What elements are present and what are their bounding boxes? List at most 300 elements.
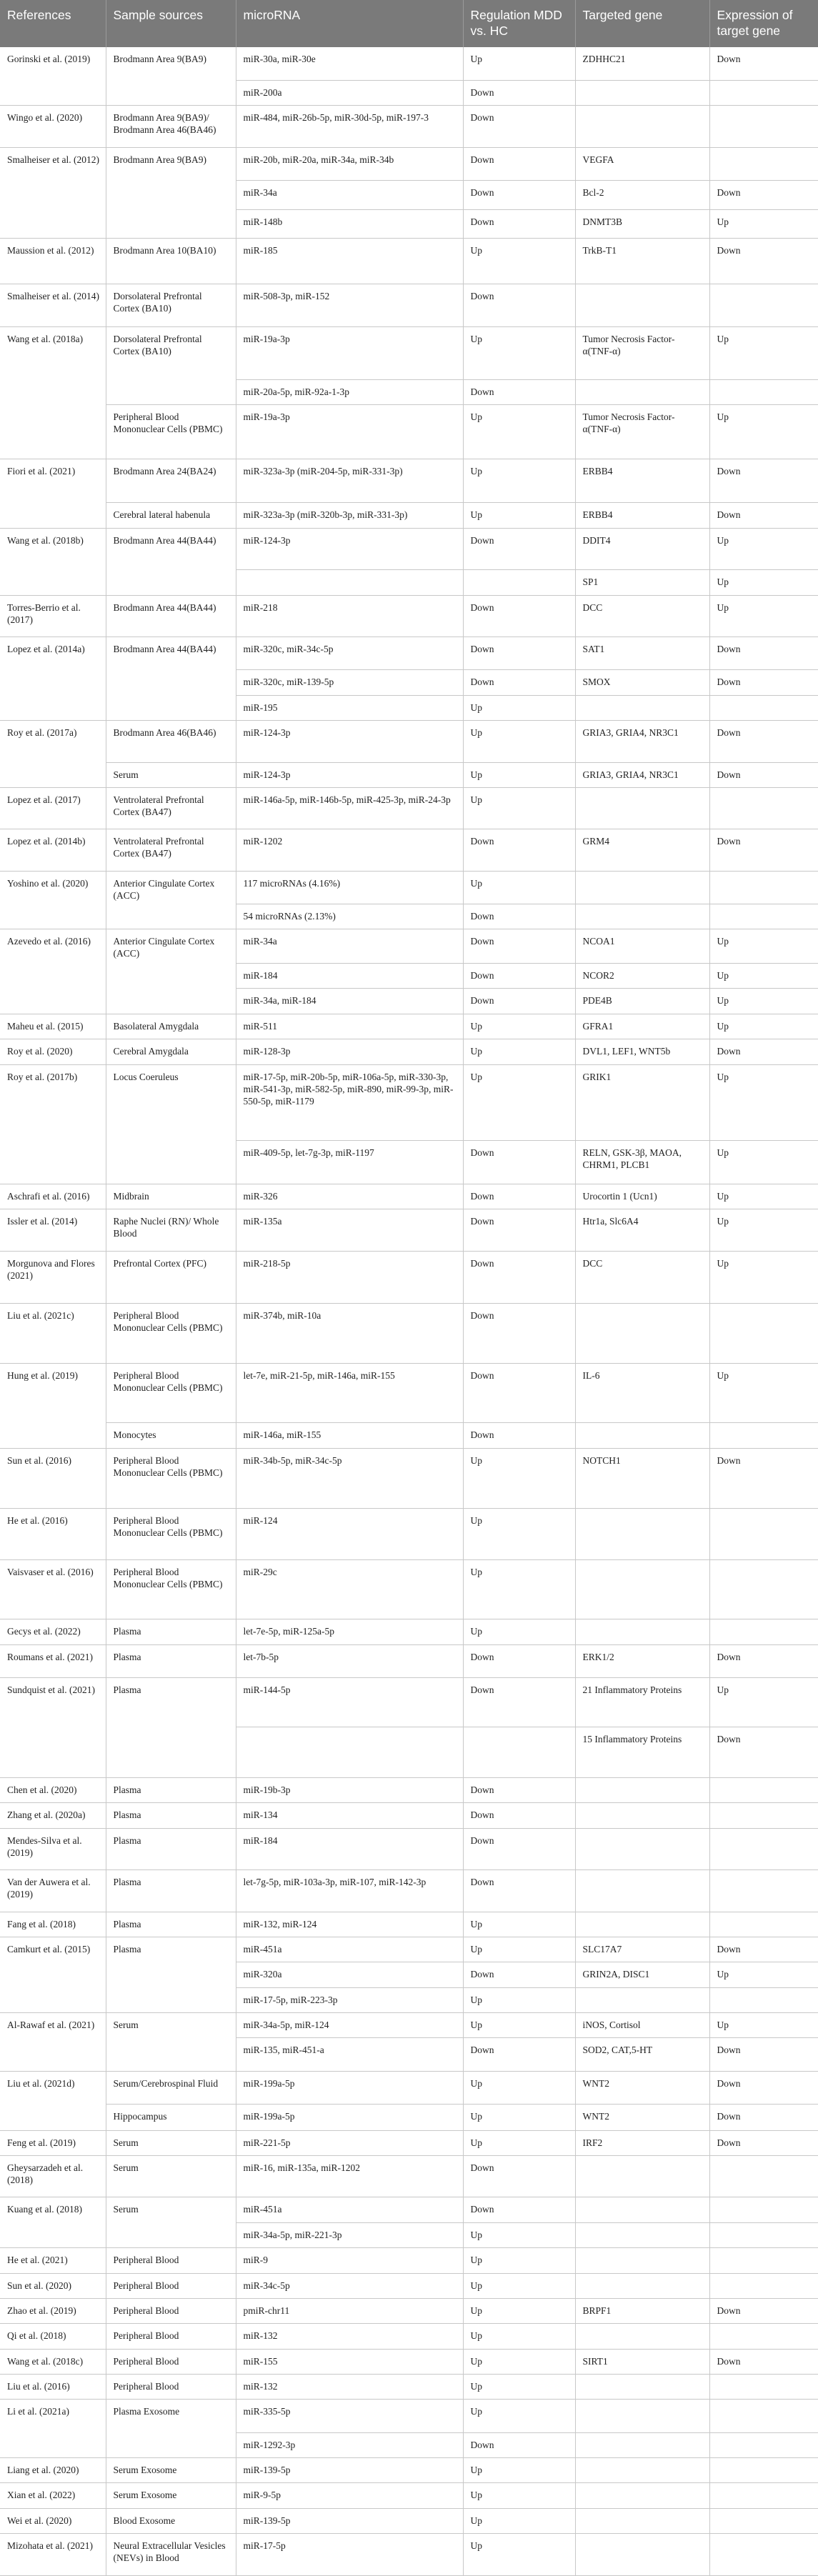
reference-cell: Lopez et al. (2014a) [0, 637, 106, 721]
targeted-gene-cell: BRPF1 [575, 2298, 709, 2323]
regulation-cell: Down [463, 1677, 575, 1727]
targeted-gene-cell: Urocortin 1 (Ucn1) [575, 1184, 709, 1209]
regulation-cell: Down [463, 1644, 575, 1677]
expression-cell: Down [709, 459, 818, 503]
reference-cell: Smalheiser et al. (2012) [0, 147, 106, 239]
microrna-cell: miR-146a, miR-155 [236, 1423, 463, 1448]
regulation-cell: Down [463, 2197, 575, 2222]
microrna-cell: miR-320a [236, 1962, 463, 1987]
table-row [0, 2483, 818, 2508]
targeted-gene-cell: WNT2 [575, 2071, 709, 2104]
reference-cell: Roy et al. (2017b) [0, 1064, 106, 1184]
sample-source-cell: Peripheral Blood Mononuclear Cells (PBMC) [106, 1364, 236, 1423]
sample-source-cell: Brodmann Area 24(BA24) [106, 459, 236, 503]
regulation-cell: Up [463, 2508, 575, 2533]
reference-cell: Feng et al. (2019) [0, 2130, 106, 2155]
sample-source-cell: Plasma [106, 1803, 236, 1828]
expression-cell: Up [709, 1251, 818, 1303]
expression-cell: Down [709, 2130, 818, 2155]
expression-cell [709, 1619, 818, 1644]
table-row [0, 595, 818, 636]
table-row [0, 1423, 818, 1448]
regulation-cell: Down [463, 637, 575, 670]
regulation-cell: Up [463, 503, 575, 528]
expression-cell [709, 1870, 818, 1912]
microrna-cell: miR-148b [236, 209, 463, 239]
microrna-cell: miR-20a-5p, miR-92a-1-3p [236, 379, 463, 404]
microrna-cell: miR-9-5p [236, 2483, 463, 2508]
expression-cell [709, 2508, 818, 2533]
expression-cell: Up [709, 929, 818, 964]
targeted-gene-cell [575, 106, 709, 147]
targeted-gene-cell [575, 1423, 709, 1448]
targeted-gene-cell: VEGFA [575, 147, 709, 180]
targeted-gene-cell [575, 695, 709, 720]
expression-cell: Up [709, 989, 818, 1014]
regulation-cell: Down [463, 929, 575, 964]
sample-source-cell: Peripheral Blood [106, 2324, 236, 2349]
microrna-cell: miR-20b, miR-20a, miR-34a, miR-34b [236, 147, 463, 180]
reference-cell: Roy et al. (2017a) [0, 721, 106, 788]
table-row [0, 1209, 818, 1251]
expression-cell [709, 379, 818, 404]
reference-cell: Li et al. (2021a) [0, 2400, 106, 2458]
expression-cell: Up [709, 405, 818, 459]
table-row [0, 327, 818, 379]
expression-cell: Up [709, 1962, 818, 1987]
microrna-cell: miR-9 [236, 2248, 463, 2273]
targeted-gene-cell [575, 1828, 709, 1869]
regulation-cell: Down [463, 1304, 575, 1364]
regulation-cell: Up [463, 721, 575, 762]
expression-cell: Down [709, 762, 818, 787]
microrna-cell: miR-320c, miR-34c-5p [236, 637, 463, 670]
expression-cell: Down [709, 2038, 818, 2071]
microrna-cell: miR-34a, miR-184 [236, 989, 463, 1014]
microrna-cell: miR-124-3p [236, 528, 463, 569]
regulation-cell: Up [463, 1619, 575, 1644]
targeted-gene-cell [575, 1803, 709, 1828]
microrna-cell: miR-323a-3p (miR-204-5p, miR-331-3p) [236, 459, 463, 503]
expression-cell [709, 2155, 818, 2197]
sample-source-cell: Peripheral Blood Mononuclear Cells (PBMC) [106, 405, 236, 459]
targeted-gene-cell: DNMT3B [575, 209, 709, 239]
targeted-gene-cell: Tumor Necrosis Factor-α(TNF-α) [575, 405, 709, 459]
microrna-cell: miR-221-5p [236, 2130, 463, 2155]
table-body [0, 47, 818, 2576]
regulation-cell: Up [463, 2248, 575, 2273]
sample-source-cell: Ventrolateral Prefrontal Cortex (BA47) [106, 829, 236, 871]
targeted-gene-cell [575, 1619, 709, 1644]
table-row [0, 2374, 818, 2399]
targeted-gene-cell [575, 2508, 709, 2533]
regulation-cell: Down [463, 528, 575, 569]
microrna-cell: miR-184 [236, 1828, 463, 1869]
sample-source-cell: Serum/Cerebrospinal Fluid [106, 2071, 236, 2104]
microrna-cell: miR-17-5p [236, 2533, 463, 2575]
microrna-cell: miR-508-3p, miR-152 [236, 284, 463, 327]
reference-cell: Van der Auwera et al. (2019) [0, 1870, 106, 1912]
expression-cell [709, 1803, 818, 1828]
targeted-gene-cell [575, 1509, 709, 1560]
sample-source-cell: Brodmann Area 9(BA9) [106, 147, 236, 239]
microrna-cell: miR-185 [236, 239, 463, 284]
sample-source-cell: Peripheral Blood Mononuclear Cells (PBMC) [106, 1304, 236, 1364]
sample-source-cell: Serum Exosome [106, 2483, 236, 2508]
regulation-cell: Down [463, 1828, 575, 1869]
regulation-cell: Up [463, 1509, 575, 1560]
targeted-gene-cell: GFRA1 [575, 1014, 709, 1039]
expression-cell: Up [709, 1014, 818, 1039]
targeted-gene-cell: TrkB-T1 [575, 239, 709, 284]
targeted-gene-cell [575, 2197, 709, 2222]
microrna-cell: miR-135a [236, 1209, 463, 1251]
expression-cell [709, 695, 818, 720]
regulation-cell: Up [463, 2324, 575, 2349]
sample-source-cell: Blood Exosome [106, 2508, 236, 2533]
reference-cell: Liu et al. (2021c) [0, 1304, 106, 1364]
table-row [0, 1777, 818, 1802]
sample-source-cell: Cerebral Amygdala [106, 1039, 236, 1064]
regulation-cell: Down [463, 2155, 575, 2197]
table-row [0, 1870, 818, 1912]
expression-cell: Up [709, 1064, 818, 1140]
reference-cell: Lopez et al. (2017) [0, 787, 106, 829]
microrna-cell: let-7g-5p, miR-103a-3p, miR-107, miR-142-3p [236, 1870, 463, 1912]
targeted-gene-cell [575, 1304, 709, 1364]
sample-source-cell: Plasma Exosome [106, 2400, 236, 2458]
expression-cell: Down [709, 2349, 818, 2374]
table-row [0, 1184, 818, 1209]
table-row [0, 1304, 818, 1364]
targeted-gene-cell [575, 871, 709, 904]
table-row [0, 459, 818, 503]
expression-cell [709, 1777, 818, 1802]
table-row [0, 284, 818, 327]
targeted-gene-cell [575, 2324, 709, 2349]
targeted-gene-cell [575, 379, 709, 404]
table-row [0, 405, 818, 459]
regulation-cell: Up [463, 1064, 575, 1140]
microrna-cell: miR-139-5p [236, 2457, 463, 2482]
expression-cell [709, 2400, 818, 2432]
regulation-cell [463, 1727, 575, 1778]
microrna-cell: miR-184 [236, 964, 463, 989]
regulation-cell: Up [463, 2071, 575, 2104]
microrna-cell: miR-146a-5p, miR-146b-5p, miR-425-3p, miR-24-3p [236, 787, 463, 829]
sample-source-cell: Peripheral Blood [106, 2298, 236, 2323]
sample-source-cell: Neural Extracellular Vesicles (NEVs) in Blood [106, 2533, 236, 2575]
microrna-cell: miR-218-5p [236, 1251, 463, 1303]
microrna-cell: miR-34a-5p, miR-124 [236, 2013, 463, 2038]
targeted-gene-cell [575, 2248, 709, 2273]
regulation-cell: Down [463, 379, 575, 404]
targeted-gene-cell: Tumor Necrosis Factor-α(TNF-α) [575, 327, 709, 379]
targeted-gene-cell: IL-6 [575, 1364, 709, 1423]
microrna-cell: miR-323a-3p (miR-320b-3p, miR-331-3p) [236, 503, 463, 528]
reference-cell: Mendes-Silva et al. (2019) [0, 1828, 106, 1869]
regulation-cell: Down [463, 1777, 575, 1802]
reference-cell: Liu et al. (2016) [0, 2374, 106, 2399]
sample-source-cell: Plasma [106, 1912, 236, 1937]
microrna-cell: miR-1202 [236, 829, 463, 871]
table-row [0, 2013, 818, 2038]
regulation-cell: Up [463, 2374, 575, 2399]
microrna-cell [236, 1727, 463, 1778]
table-row [0, 637, 818, 670]
expression-cell: Up [709, 1209, 818, 1251]
targeted-gene-cell: GRIA3, GRIA4, NR3C1 [575, 721, 709, 762]
table-row [0, 1509, 818, 1560]
sample-source-cell: Ventrolateral Prefrontal Cortex (BA47) [106, 787, 236, 829]
sample-source-cell: Cerebral lateral habenula [106, 503, 236, 528]
regulation-cell: Down [463, 829, 575, 871]
reference-cell: Issler et al. (2014) [0, 1209, 106, 1251]
targeted-gene-cell: WNT2 [575, 2104, 709, 2130]
expression-cell: Down [709, 1039, 818, 1064]
regulation-cell: Down [463, 106, 575, 147]
reference-cell: Mizohata et al. (2021) [0, 2533, 106, 2575]
regulation-cell: Up [463, 459, 575, 503]
regulation-cell: Down [463, 964, 575, 989]
regulation-cell: Down [463, 1423, 575, 1448]
sample-source-cell: Peripheral Blood [106, 2248, 236, 2273]
sample-source-cell: Hippocampus [106, 2104, 236, 2130]
sample-source-cell: Dorsolateral Prefrontal Cortex (BA10) [106, 327, 236, 405]
table-row [0, 1364, 818, 1423]
targeted-gene-cell: iNOS, Cortisol [575, 2013, 709, 2038]
regulation-cell: Down [463, 670, 575, 695]
microrna-cell: 54 microRNAs (2.13%) [236, 904, 463, 929]
microrna-cell: pmiR-chr11 [236, 2298, 463, 2323]
reference-cell: He et al. (2021) [0, 2248, 106, 2273]
table-row [0, 1677, 818, 1727]
regulation-cell: Up [463, 871, 575, 904]
microrna-cell: miR-30a, miR-30e [236, 47, 463, 80]
microrna-cell: miR-335-5p [236, 2400, 463, 2432]
regulation-cell: Down [463, 147, 575, 180]
targeted-gene-cell: Bcl-2 [575, 180, 709, 209]
expression-cell: Down [709, 47, 818, 80]
table-row [0, 147, 818, 180]
expression-cell: Down [709, 503, 818, 528]
expression-cell [709, 904, 818, 929]
microrna-cell: let-7b-5p [236, 1644, 463, 1677]
table-row [0, 2273, 818, 2298]
targeted-gene-cell: RELN, GSK-3β, MAOA, CHRM1, PLCB1 [575, 1140, 709, 1184]
regulation-cell: Up [463, 2483, 575, 2508]
sample-source-cell: Raphe Nuclei (RN)/ Whole Blood [106, 1209, 236, 1251]
microrna-cell: let-7e, miR-21-5p, miR-146a, miR-155 [236, 1364, 463, 1423]
microrna-cell: miR-19b-3p [236, 1777, 463, 1802]
expression-cell: Down [709, 1937, 818, 1962]
regulation-cell: Down [463, 80, 575, 105]
regulation-cell: Up [463, 1448, 575, 1508]
sample-source-cell: Serum Exosome [106, 2457, 236, 2482]
expression-cell [709, 1987, 818, 2012]
targeted-gene-cell [575, 2400, 709, 2432]
microrna-cell: miR-17-5p, miR-223-3p [236, 1987, 463, 2012]
expression-cell [709, 1423, 818, 1448]
microrna-cell: 117 microRNAs (4.16%) [236, 871, 463, 904]
table-row [0, 239, 818, 284]
targeted-gene-cell: GRIK1 [575, 1064, 709, 1140]
targeted-gene-cell [575, 80, 709, 105]
regulation-cell: Up [463, 695, 575, 720]
expression-cell: Down [709, 1644, 818, 1677]
regulation-cell: Down [463, 1184, 575, 1209]
microrna-cell: miR-124-3p [236, 721, 463, 762]
targeted-gene-cell: 21 Inflammatory Proteins [575, 1677, 709, 1727]
regulation-cell: Up [463, 2298, 575, 2323]
table-row [0, 1448, 818, 1508]
table-row [0, 1619, 818, 1644]
reference-cell: Wang et al. (2018b) [0, 528, 106, 595]
expression-cell [709, 284, 818, 327]
regulation-cell: Up [463, 2533, 575, 2575]
regulation-cell: Down [463, 989, 575, 1014]
reference-cell: Roumans et al. (2021) [0, 1644, 106, 1677]
expression-cell [709, 147, 818, 180]
regulation-cell: Up [463, 1014, 575, 1039]
expression-cell [709, 1304, 818, 1364]
table-row [0, 929, 818, 964]
targeted-gene-cell [575, 2457, 709, 2482]
microrna-cell: miR-17-5p, miR-20b-5p, miR-106a-5p, miR-330-3p, miR-541-3p, miR-582-5p, miR-890, miR-99-3p, miR-550-5p, miR-1179 [236, 1064, 463, 1140]
expression-cell: Up [709, 2013, 818, 2038]
expression-cell [709, 2432, 818, 2457]
expression-cell [709, 871, 818, 904]
targeted-gene-cell: GRIA3, GRIA4, NR3C1 [575, 762, 709, 787]
microrna-cell: miR-195 [236, 695, 463, 720]
reference-cell: Fang et al. (2018) [0, 1912, 106, 1937]
targeted-gene-cell [575, 2432, 709, 2457]
reference-cell: Torres-Berrio et al. (2017) [0, 595, 106, 636]
sample-source-cell: Locus Coeruleus [106, 1064, 236, 1184]
sample-source-cell: Peripheral Blood Mononuclear Cells (PBMC) [106, 1560, 236, 1619]
reference-cell: Xian et al. (2022) [0, 2483, 106, 2508]
expression-cell: Down [709, 180, 818, 209]
reference-cell: Wang et al. (2018a) [0, 327, 106, 459]
regulation-cell: Up [463, 2349, 575, 2374]
reference-cell: Sun et al. (2020) [0, 2273, 106, 2298]
sample-source-cell: Prefrontal Cortex (PFC) [106, 1251, 236, 1303]
targeted-gene-cell: Htr1a, Slc6A4 [575, 1209, 709, 1251]
targeted-gene-cell: NOTCH1 [575, 1448, 709, 1508]
regulation-cell: Down [463, 1209, 575, 1251]
regulation-cell: Down [463, 1364, 575, 1423]
reference-cell: Yoshino et al. (2020) [0, 871, 106, 929]
reference-cell: Roy et al. (2020) [0, 1039, 106, 1064]
sample-source-cell: Plasma [106, 1870, 236, 1912]
header-references: References [0, 0, 106, 47]
sample-source-cell: Anterior Cingulate Cortex (ACC) [106, 871, 236, 929]
reference-cell: Al-Rawaf et al. (2021) [0, 2013, 106, 2072]
expression-cell [709, 2533, 818, 2575]
regulation-cell: Up [463, 787, 575, 829]
microrna-cell: miR-19a-3p [236, 405, 463, 459]
regulation-cell [463, 570, 575, 595]
microrna-cell: miR-34b-5p, miR-34c-5p [236, 1448, 463, 1508]
reference-cell: Sundquist et al. (2021) [0, 1677, 106, 1777]
regulation-cell: Down [463, 904, 575, 929]
sample-source-cell: Brodmann Area 9(BA9)/ Brodmann Area 46(BA46) [106, 106, 236, 147]
reference-cell: Camkurt et al. (2015) [0, 1937, 106, 2012]
table-row [0, 2197, 818, 2222]
sample-source-cell: Serum [106, 2013, 236, 2072]
sample-source-cell: Serum [106, 2130, 236, 2155]
reference-cell: Morgunova and Flores (2021) [0, 1251, 106, 1303]
microrna-cell: miR-199a-5p [236, 2104, 463, 2130]
microrna-cell: miR-132 [236, 2374, 463, 2399]
regulation-cell: Down [463, 2038, 575, 2071]
microrna-cell: miR-34a [236, 180, 463, 209]
microrna-cell: miR-135, miR-451-a [236, 2038, 463, 2071]
expression-cell [709, 2483, 818, 2508]
targeted-gene-cell [575, 2273, 709, 2298]
table-row [0, 528, 818, 569]
regulation-cell: Up [463, 762, 575, 787]
microrna-cell: miR-34c-5p [236, 2273, 463, 2298]
expression-cell: Down [709, 721, 818, 762]
expression-cell [709, 2248, 818, 2273]
sample-source-cell: Peripheral Blood [106, 2349, 236, 2374]
targeted-gene-cell [575, 2374, 709, 2399]
regulation-cell: Down [463, 1803, 575, 1828]
expression-cell: Down [709, 1727, 818, 1778]
microrna-cell: let-7e-5p, miR-125a-5p [236, 1619, 463, 1644]
microrna-cell: miR-218 [236, 595, 463, 636]
expression-cell: Down [709, 637, 818, 670]
microrna-cell: miR-144-5p [236, 1677, 463, 1727]
microrna-cell: miR-374b, miR-10a [236, 1304, 463, 1364]
targeted-gene-cell: DDIT4 [575, 528, 709, 569]
reference-cell: Fiori et al. (2021) [0, 459, 106, 529]
microrna-cell: miR-155 [236, 2349, 463, 2374]
reference-cell: Aschrafi et al. (2016) [0, 1184, 106, 1209]
expression-cell [709, 2324, 818, 2349]
regulation-cell: Up [463, 405, 575, 459]
regulation-cell: Up [463, 1937, 575, 1962]
sample-source-cell: Plasma [106, 1828, 236, 1869]
sample-source-cell: Brodmann Area 9(BA9) [106, 47, 236, 106]
table-row [0, 503, 818, 528]
expression-cell: Up [709, 570, 818, 595]
table-row [0, 106, 818, 147]
expression-cell: Down [709, 2104, 818, 2130]
regulation-cell: Up [463, 2457, 575, 2482]
targeted-gene-cell: SIRT1 [575, 2349, 709, 2374]
targeted-gene-cell: SP1 [575, 570, 709, 595]
regulation-cell: Up [463, 1987, 575, 2012]
regulation-cell: Up [463, 1912, 575, 1937]
sample-source-cell: Brodmann Area 44(BA44) [106, 595, 236, 636]
expression-cell: Down [709, 239, 818, 284]
regulation-cell: Up [463, 1560, 575, 1619]
targeted-gene-cell: SAT1 [575, 637, 709, 670]
table-row [0, 1912, 818, 1937]
expression-cell [709, 80, 818, 105]
microrna-cell: miR-139-5p [236, 2508, 463, 2533]
expression-cell: Up [709, 1677, 818, 1727]
regulation-cell: Down [463, 2432, 575, 2457]
targeted-gene-cell: SMOX [575, 670, 709, 695]
microrna-cell: miR-200a [236, 80, 463, 105]
header-sample-sources: Sample sources [106, 0, 236, 47]
targeted-gene-cell [575, 1560, 709, 1619]
targeted-gene-cell [575, 787, 709, 829]
regulation-cell: Down [463, 180, 575, 209]
